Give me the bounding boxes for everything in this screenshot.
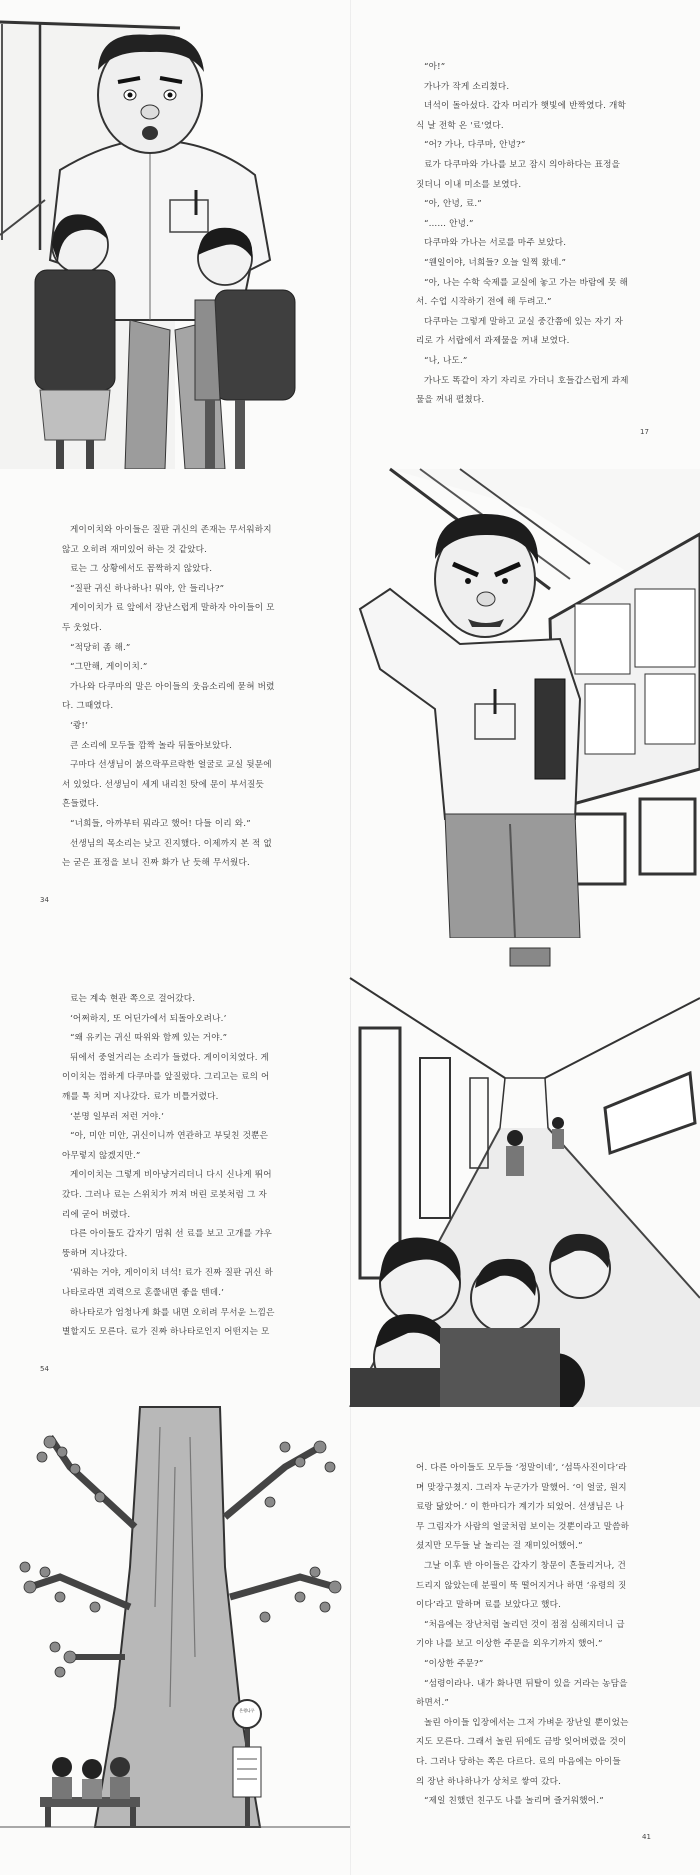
paragraph-line: 않고 오히려 재미있어 하는 것 같았다. — [62, 544, 208, 555]
paragraph-line: “너희들, 아까부터 뭐라고 했어! 다들 이리 와.” — [70, 818, 251, 829]
illustration-school-hallway — [350, 938, 700, 1407]
paragraph-line: “이상한 주문?” — [424, 1658, 484, 1669]
paragraph-line: 두 웃었다. — [62, 622, 102, 633]
paragraph-line: “그만해, 게이이치.” — [70, 662, 148, 673]
paragraph-line: “적당히 좀 해.” — [70, 642, 131, 653]
paragraph-line: “아, 미안 미안, 귀신이니까 연관하고 부딪친 것뿐은 — [70, 1131, 269, 1142]
paragraph-line: 서. 수업 시작하기 전에 해 두려고.” — [416, 297, 552, 308]
paragraph-line: 료는 그 상황에서도 꼼짝하지 않았다. — [70, 564, 213, 575]
paragraph-line: 하면서.” — [416, 1698, 450, 1709]
paragraph-line: 구마다 선생님이 붉으락푸르락한 얼굴로 교실 뒷문에 — [70, 760, 272, 771]
poster-4 — [645, 674, 695, 744]
paragraph-line: 가나가 작게 소리쳤다. — [424, 81, 510, 92]
page-number: 17 — [640, 428, 649, 436]
gutter — [350, 1407, 351, 1875]
paragraph-line: 게이이치가 료 앞에서 장난스럽게 말하자 아이들이 모 — [70, 603, 275, 614]
paragraph-line: 이다’라고 말하며 료를 보았다고 했다. — [416, 1600, 562, 1611]
bus-stop-sign-label: 은행나무 — [239, 1708, 255, 1713]
paragraph-line: 큰 소리에 모두들 깜짝 놀라 뒤돌아보았다. — [70, 740, 233, 751]
paragraph-line: 지도 모른다. 그래서 놀린 뒤에도 금방 잊어버렸을 것이 — [416, 1737, 627, 1748]
paragraph-line: “어? 가나, 다쿠마, 안녕?” — [424, 140, 526, 151]
paragraph-line: 다쿠마와 가나는 서로를 마주 보았다. — [424, 238, 567, 249]
paragraph-line: 별할지도 모른다. 료가 진짜 하나타로인지 어떤지는 모 — [62, 1327, 270, 1338]
paragraph-line: 녀석이 돌아섰다. 갑자 머리가 햇빛에 반짝였다. 개학 — [424, 101, 626, 112]
paragraph-line: 뒤에서 중얼거리는 소리가 들렸다. 게이이치였다. 게 — [70, 1052, 270, 1063]
paragraph-line: 기야 나를 보고 이상한 주문을 외우기까지 했어.” — [416, 1639, 603, 1650]
paragraph-line: “나, 나도.” — [424, 355, 468, 366]
illustration-ginkgo-tree — [0, 1407, 350, 1875]
paragraph-line: 선생님의 목소리는 낮고 진지했다. 이제까지 본 적 없 — [70, 838, 272, 849]
spread-page-17 — [0, 0, 700, 470]
spread-page-41 — [0, 1407, 700, 1875]
paragraph-line: 다쿠마는 그렇게 말하고 교실 중간쯤에 있는 자기 자 — [424, 316, 624, 327]
paragraph-line: 뚱하며 지나갔다. — [62, 1248, 128, 1259]
paragraph-line: “질판 귀신 하나하나! 뭐야, 안 들리나?” — [70, 583, 225, 594]
illustration-teacher-with-children — [0, 0, 340, 469]
paragraph-line: 료가 다쿠마와 가나를 보고 잠시 의아하다는 표정을 — [424, 159, 621, 170]
paragraph-line: “왜 유키는 귀신 따위와 함께 있는 거야.” — [70, 1033, 228, 1044]
paragraph-line: ‘분명 일부러 저런 거야.’ — [70, 1111, 165, 1122]
paragraph-line: 셨지만 모두들 날 놀리는 걸 재미있어했어.” — [416, 1541, 583, 1552]
paragraph-line: “아, 나는 수학 숙제를 교실에 놓고 가는 바람에 못 해 — [424, 277, 628, 288]
page-number: 34 — [40, 896, 49, 904]
paragraph-line: ‘어쩌하지, 또 어딘가에서 되돌아오려나.’ — [70, 1013, 227, 1024]
paragraph-line: 짓더니 이내 미소를 보였다. — [416, 179, 522, 190]
paragraph-line: “아!” — [424, 62, 446, 72]
paragraph-line: 그날 이후 반 아이들은 갑자기 창문이 흔들리거나, 건 — [424, 1560, 626, 1571]
page-number: 41 — [642, 1833, 651, 1841]
paragraph-line: 이이치는 껌하게 다쿠마를 앞질렀다. 그리고는 료의 어 — [62, 1072, 270, 1083]
paragraph-line: 리로 가 서랍에서 과제물을 꺼내 보였다. — [416, 336, 570, 347]
page-text-column — [416, 58, 629, 411]
gutter — [350, 0, 351, 469]
page-text-column — [62, 990, 275, 1343]
paragraph-line: 다. 그러나 당하는 쪽은 다르다. 료의 마음에는 아이들 — [416, 1756, 621, 1767]
paragraph-line: 흔들렸다. — [62, 799, 99, 810]
paragraph-line: 료랑 닮았어.’ 이 한마디가 계기가 되었어. 선생님은 나 — [416, 1502, 624, 1513]
paragraph-line: 무 그림자가 사람의 얼굴처럼 보이는 것뿐이라고 말씀하 — [416, 1521, 630, 1532]
paragraph-line: “웬일이야, 너희들? 오늘 일찍 왔네.” — [424, 257, 567, 268]
poster-2 — [635, 589, 695, 667]
paragraph-line: 서 있었다. 선생님이 세게 내리친 탓에 문이 부서질듯 — [62, 779, 264, 790]
paragraph-line: 아무렇지 않겠지만.” — [62, 1150, 141, 1161]
paragraph-line: “제일 친했던 친구도 나를 놀리며 즐거워했어.” — [424, 1796, 604, 1807]
paragraph-line: ‘쾅!’ — [70, 720, 89, 731]
spread-page-54 — [0, 938, 700, 1408]
paragraph-line: 갔다. 그러나 료는 스위치가 꺼져 버린 로봇처럼 그 자 — [62, 1189, 267, 1200]
paragraph-line: 는 굳은 표정을 보니 진짜 화가 난 듯해 무서웠다. — [62, 858, 250, 869]
paragraph-line: “…… 안녕.” — [424, 218, 474, 229]
page-number: 54 — [40, 1365, 49, 1373]
paragraph-line: 가나도 똑같이 자기 자리로 가더니 호들갑스럽게 과제 — [424, 375, 629, 386]
paragraph-line: “섬령이라나. 내가 화나면 뒤탈이 있을 거라는 농담을 — [424, 1678, 628, 1689]
paragraph-line: 깨를 툭 치며 지나갔다. 료가 비틀거렸다. — [62, 1091, 219, 1102]
poster-3 — [585, 684, 635, 754]
paragraph-line: 어. 다른 아이들도 모두들 ‘정말이네’, ‘섬뜩사진이다’라 — [416, 1463, 627, 1473]
paragraph-line: 물을 꺼내 펼쳤다. — [416, 395, 485, 406]
page-text-column — [416, 1459, 629, 1812]
paragraph-line: 의 장난 하나하나가 상처로 쌓여 갔다. — [416, 1776, 562, 1787]
paragraph-line: 게이이치는 그렇게 비아냥거리더니 다시 신나게 뛰어 — [70, 1170, 272, 1181]
paragraph-line: ‘뭐하는 거야, 게이이치 녀석! 료가 진짜 질판 귀신 하 — [70, 1268, 274, 1279]
paragraph-line: 리에 굳어 버렸다. — [62, 1209, 131, 1220]
page-text-column — [62, 521, 275, 874]
paragraph-line: 놀린 아이들 입장에서는 그저 가벼운 장난일 뿐이었는 — [424, 1717, 629, 1728]
paragraph-line: 다. 그때였다. — [62, 701, 114, 712]
paragraph-line: “처음에는 장난처럼 놀리던 것이 점점 심해지더니 급 — [424, 1619, 625, 1630]
paragraph-line: 식 날 전학 온 '료'였다. — [416, 120, 504, 131]
paragraph-line: “아, 안녕, 료.” — [424, 199, 482, 210]
paragraph-line: 게이이치와 아이들은 질판 귀신의 존재는 무서워하지 — [70, 525, 272, 535]
paragraph-line: 며 맞장구쳤지. 그러자 누군가가 말했어. ‘이 얼굴, 원지 — [416, 1482, 627, 1493]
paragraph-line: 료는 계속 현관 쪽으로 걸어갔다. — [70, 994, 196, 1004]
paragraph-line: 드리지 않았는데 분필이 뚝 떨어지거나 하면 ‘유령의 짓 — [416, 1580, 627, 1591]
paragraph-line: 하나타로가 엄청나게 화를 내면 오히려 무서운 느낌은 — [70, 1307, 275, 1318]
paragraph-line: 다른 아이들도 갑자기 멈춰 선 료를 보고 고개를 갸우 — [70, 1229, 272, 1240]
poster-1 — [575, 604, 630, 674]
paragraph-line: 가나와 다쿠마의 말은 아이들의 웃음소리에 묻혀 버렸 — [70, 681, 275, 692]
spread-page-34 — [0, 469, 700, 939]
paragraph-line: 나타로라면 괴력으로 혼쭐내면 좋을 텐데.’ — [62, 1287, 225, 1298]
illustration-angry-teacher — [350, 469, 700, 938]
